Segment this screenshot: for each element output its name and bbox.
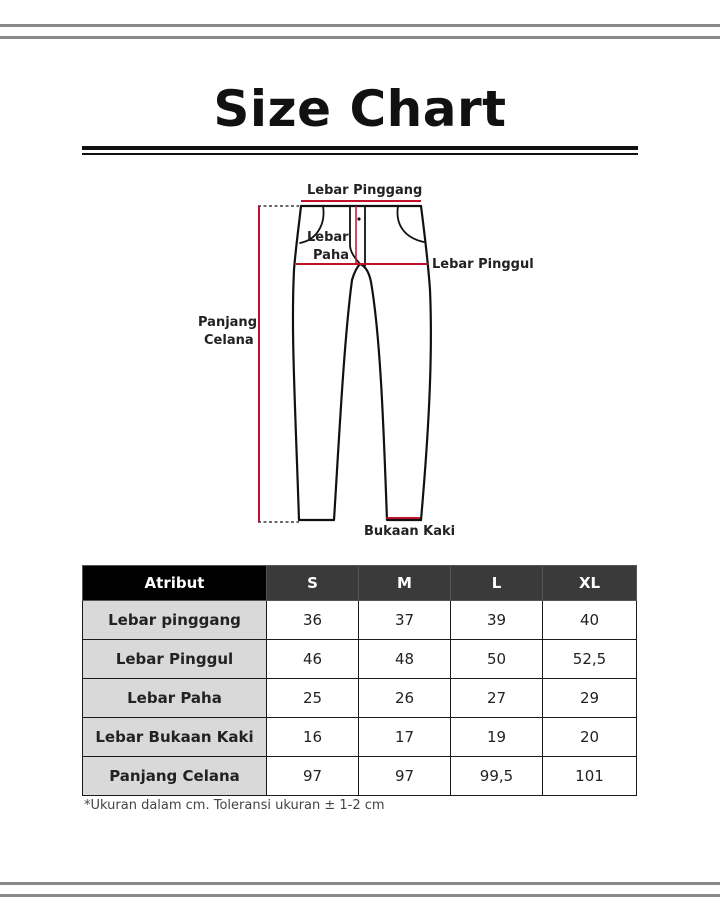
table-row — [83, 601, 637, 640]
header-atribut: Atribut — [83, 566, 267, 601]
cell-value: 48 — [359, 640, 451, 679]
cell-value: 26 — [359, 679, 451, 718]
row-label: Lebar pinggang — [83, 601, 267, 640]
cell-value: 16 — [267, 718, 359, 757]
cell-value: 97 — [267, 757, 359, 796]
row-label: Lebar Bukaan Kaki — [83, 718, 267, 757]
cell-value: 40 — [543, 601, 637, 640]
row-label: Panjang Celana — [83, 757, 267, 796]
row-label: Lebar Pinggul — [83, 640, 267, 679]
header-size: XL — [543, 566, 637, 601]
label-lebar-paha-1: Lebar — [307, 230, 349, 245]
label-lebar-pinggang: Lebar Pinggang — [307, 183, 423, 198]
cell-value: 50 — [451, 640, 543, 679]
cell-value: 52,5 — [543, 640, 637, 679]
tolerance-note: *Ukuran dalam cm. Toleransi ukuran ± 1-2 cm — [84, 798, 385, 813]
label-lebar-pinggul: Lebar Pinggul — [432, 257, 534, 272]
table-header-row — [83, 566, 637, 601]
page-title: Size Chart — [213, 80, 507, 138]
row-label: Lebar Paha — [83, 679, 267, 718]
table-row — [83, 640, 637, 679]
cell-value: 97 — [359, 757, 451, 796]
cell-value: 101 — [543, 757, 637, 796]
size-table — [82, 565, 637, 796]
label-panjang: Panjang — [198, 315, 257, 330]
cell-value: 36 — [267, 601, 359, 640]
cell-value: 99,5 — [451, 757, 543, 796]
cell-value: 46 — [267, 640, 359, 679]
header-size: S — [267, 566, 359, 601]
header-size: M — [359, 566, 451, 601]
cell-value: 17 — [359, 718, 451, 757]
cell-value: 39 — [451, 601, 543, 640]
cell-value: 37 — [359, 601, 451, 640]
cell-value: 29 — [543, 679, 637, 718]
label-bukaan-kaki: Bukaan Kaki — [364, 524, 456, 539]
label-celana: Celana — [204, 333, 254, 348]
bottom-border — [0, 894, 720, 897]
table-row — [83, 679, 637, 718]
cell-value: 19 — [451, 718, 543, 757]
header-size: L — [451, 566, 543, 601]
table-row — [83, 718, 637, 757]
cell-value: 20 — [543, 718, 637, 757]
cell-value: 27 — [451, 679, 543, 718]
label-lebar-paha-2: Paha — [313, 248, 349, 263]
button-dot — [357, 217, 360, 220]
table-row — [83, 757, 637, 796]
cell-value: 25 — [267, 679, 359, 718]
bottom-border-inner — [0, 882, 720, 885]
